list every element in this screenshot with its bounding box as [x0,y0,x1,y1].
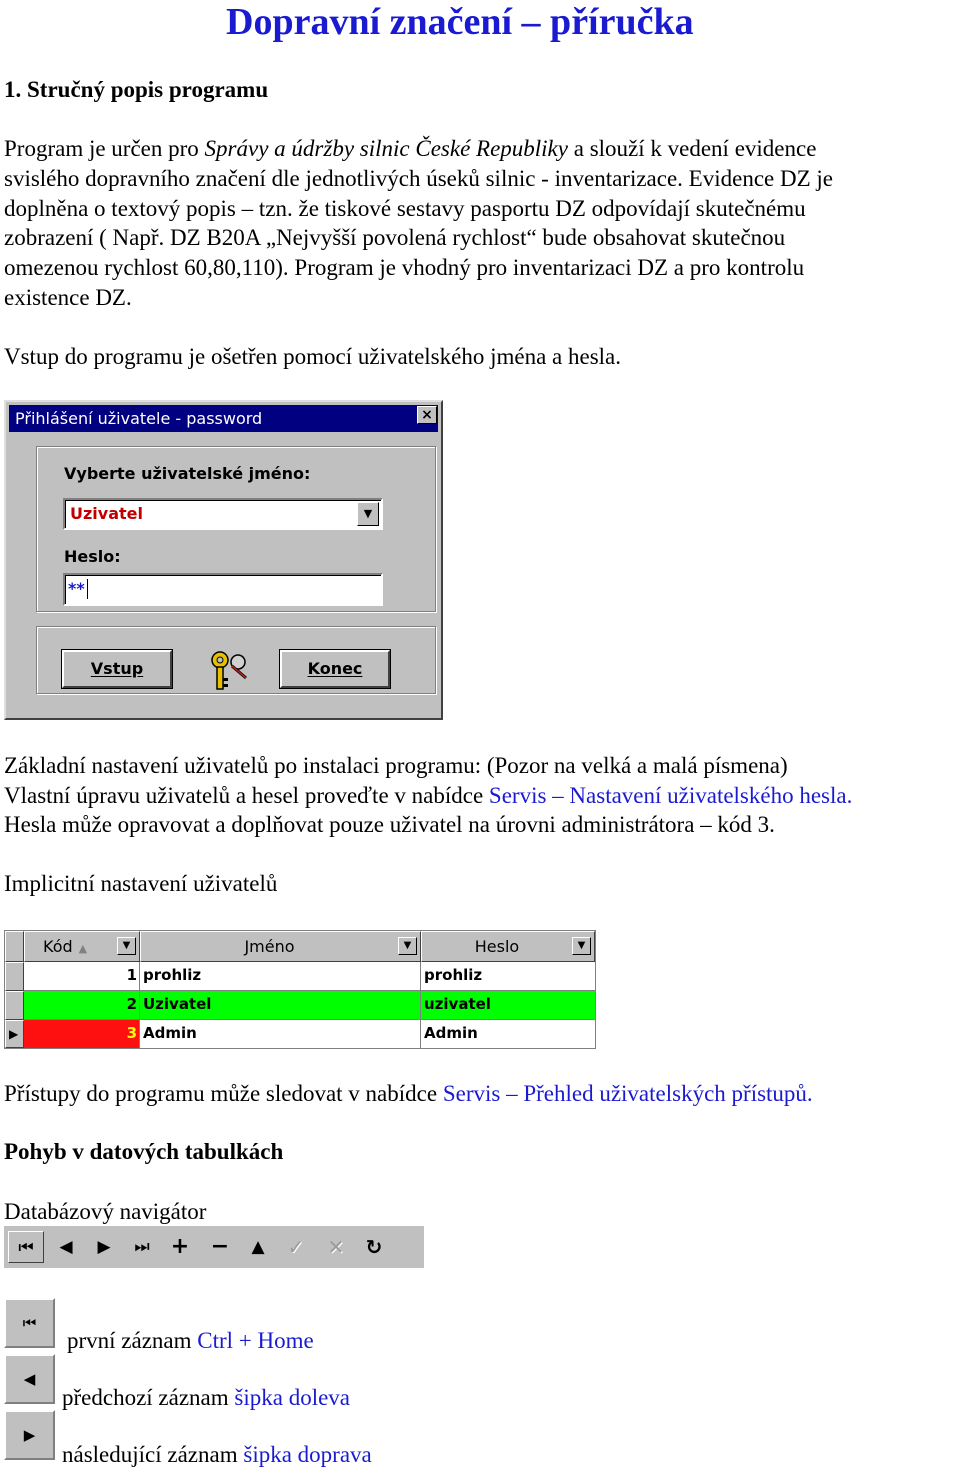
cancel-icon[interactable]: ✕ [327,1235,345,1259]
para1-line3: doplněna o textový popis – tzn. že tiskové sestavy pasportu DZ odpovídají skutečnému [4,196,806,221]
login-title: Přihlášení uživatele - password [15,409,263,428]
username-label: Vyberte uživatelské jméno: [64,464,311,483]
row-indicator[interactable] [5,991,24,1020]
legend-first [67,1326,314,1356]
shortcut-label: šipka doleva [234,1385,351,1410]
cell-heslo[interactable]: uzivatel [421,991,595,1019]
col-header-kod-label: Kód [43,937,73,956]
users-grid [4,930,596,1049]
section-heading-2: Pohyb v datových tabulkách [4,1139,284,1164]
text: Přístupy do programu může sledovat v nabídce [4,1081,443,1106]
section-heading-1: 1. Stručný popis programu [4,77,269,102]
cell-jmeno[interactable]: Admin [140,1020,420,1048]
refresh-icon[interactable]: ↻ [365,1235,383,1259]
close-icon[interactable]: × [417,406,437,424]
grid-corner [5,931,24,962]
next-icon[interactable]: ▶ [4,1410,55,1460]
para1-line2: svislého dopravního značení dle jednotlivých úseků silnic - inventarizace. Evidence DZ je [4,166,833,191]
login-button[interactable]: Vstup [62,650,172,688]
organization-name: Správy a údržby silnic České Republiky [204,136,568,161]
para4: Implicitní nastavení uživatelů [4,871,278,896]
text-caret [87,579,88,599]
col-header-jmeno[interactable] [140,931,421,962]
username-value: Uzivatel [70,504,143,523]
para1-line4: zobrazení ( Např. DZ B20A „Nejvyšší povolená rychlost“ bude obsahovat skutečnou [4,225,786,250]
delete-icon[interactable]: − [210,1234,230,1259]
col-header-heslo-label: Heslo [474,937,520,956]
col-header-jmeno-label: Jméno [244,937,295,956]
last-icon[interactable]: ⏭ [134,1237,150,1257]
post-icon[interactable]: ✓ [287,1235,305,1259]
para1-line5: omezenou rychlost 60,80,110). Program je vhodný pro inventarizaci DZ a pro kontrolu [4,255,805,280]
text: následující záznam [62,1442,244,1467]
col-header-kod[interactable] [24,931,140,962]
chevron-down-icon[interactable]: ▼ [398,937,417,955]
password-input[interactable] [63,573,383,606]
username-combobox[interactable] [63,498,383,530]
keys-icon-graphic [206,648,252,692]
cell-jmeno[interactable]: prohliz [140,962,420,990]
page-title: Dopravní značení – příručka [226,1,694,43]
chevron-down-icon[interactable]: ▼ [357,502,379,526]
login-dialog [4,400,443,720]
first-icon[interactable]: ⏮ [4,1298,55,1348]
chevron-down-icon[interactable]: ▼ [117,937,136,955]
para1-line1 [4,134,816,164]
para1-line6: existence DZ. [4,285,132,310]
para3-line1: Základní nastavení uživatelů po instalaci programu: (Pozor na velká a malá písmena) [4,753,788,778]
next-icon[interactable]: ▶ [97,1237,111,1257]
row-indicator[interactable] [5,962,24,991]
prior-icon[interactable]: ◀ [4,1354,55,1404]
para6: Databázový navigátor [4,1199,207,1224]
cell-kod[interactable]: 2 [24,991,139,1019]
menu-path-access-log: Servis – Přehled uživatelských přístupů. [442,1081,813,1106]
keys-icon [206,648,252,692]
text: první záznam [67,1328,198,1353]
cell-kod[interactable]: 1 [24,962,139,990]
sort-asc-icon: ▲ [78,942,88,955]
para3-line3: Hesla může opravovat a doplňovat pouze uživatel na úrovni administrátora – kód 3. [4,812,775,837]
cell-jmeno[interactable]: Uzivatel [140,991,420,1019]
col-header-heslo[interactable] [421,931,595,962]
text: předchozí záznam [62,1385,235,1410]
edit-icon[interactable]: ▲ [251,1237,265,1257]
cell-heslo[interactable]: prohliz [421,962,595,990]
legend-next [62,1440,372,1470]
shortcut-label: Ctrl + Home [197,1328,314,1353]
password-label: Heslo: [64,547,121,566]
cell-heslo[interactable]: Admin [421,1020,595,1048]
insert-icon[interactable]: + [170,1234,190,1259]
db-navigator [4,1226,424,1268]
row-current-indicator[interactable]: ▶ [5,1020,24,1048]
login-titlebar [9,405,438,432]
cell-kod[interactable]: 3 [24,1020,139,1048]
text: Program je určen pro [4,136,205,161]
para5 [4,1079,813,1109]
cancel-button[interactable]: Konec [280,650,390,688]
legend-prior [62,1383,350,1413]
shortcut-label: šipka doprava [243,1442,372,1467]
menu-path-password: Servis – Nastavení uživatelského hesla. [488,783,853,808]
para2: Vstup do programu je ošetřen pomocí uživatelského jména a hesla. [4,344,621,369]
text: Vlastní úpravu uživatelů a hesel proveďte v nabídce [4,783,489,808]
password-value: ** [68,579,85,598]
prior-icon[interactable]: ◀ [59,1237,73,1257]
para3-line2 [4,781,852,811]
first-icon[interactable]: ⏮ [8,1231,44,1263]
text: a slouží k vedení evidence [567,136,817,161]
chevron-down-icon[interactable]: ▼ [572,937,591,955]
